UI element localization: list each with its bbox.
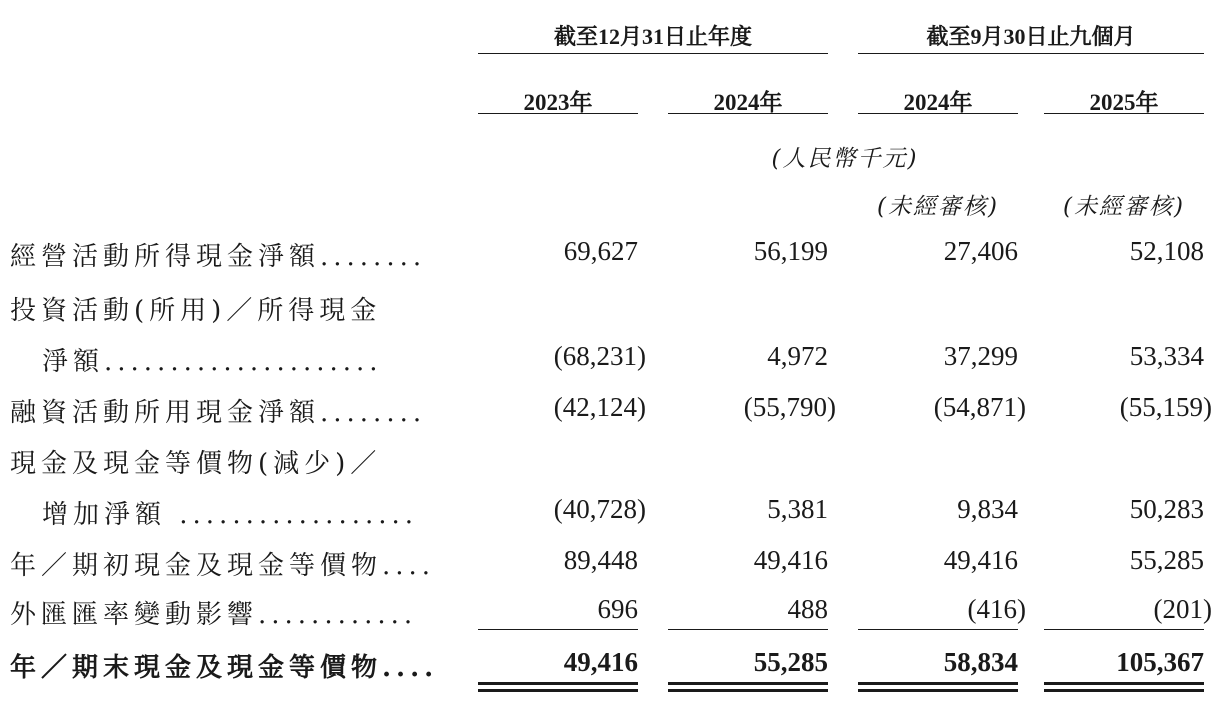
- row-label-investing-line1: 投資活動(所用)／所得現金: [10, 296, 382, 326]
- group-header-annual: 截至12月31日止年度: [553, 24, 752, 49]
- cell-financing-2023: (42,124): [553, 392, 646, 422]
- cell-financing-2025-9m: (55,159): [1119, 392, 1212, 422]
- total-double-rule: [668, 682, 828, 692]
- subtotal-rule: [858, 629, 1018, 630]
- cell-closing-2024: 55,285: [753, 647, 828, 677]
- total-double-rule: [478, 682, 638, 692]
- cell-net-change-2024-9m: 9,834: [957, 494, 1018, 524]
- year-header-2025: 2025年: [1089, 90, 1159, 115]
- total-double-rule: [858, 682, 1018, 692]
- currency-unit: (人民幣千元): [771, 146, 919, 172]
- year-underline: [478, 113, 638, 114]
- row-label-net-change-line1: 現金及現金等價物(減少)／: [10, 449, 382, 479]
- row-label-closing-cash: 年／期末現金及現金等價物....: [10, 653, 439, 683]
- cell-fx-2025-9m: (201): [1153, 594, 1212, 624]
- row-label-net-change-line2: 增加淨額 ..................: [42, 500, 419, 530]
- cell-financing-2024: (55,790): [743, 392, 836, 422]
- cell-opening-2024-9m: 49,416: [943, 545, 1018, 575]
- cell-financing-2024-9m: (54,871): [933, 392, 1026, 422]
- group-underline-nine-months: [858, 53, 1204, 54]
- cell-fx-2023: 696: [597, 594, 638, 624]
- year-underline: [668, 113, 828, 114]
- subtotal-rule: [668, 629, 828, 630]
- cell-investing-2025-9m: 53,334: [1129, 341, 1204, 371]
- cell-investing-2024-9m: 37,299: [943, 341, 1018, 371]
- cell-fx-2024-9m: (416): [967, 594, 1026, 624]
- cell-opening-2023: 89,448: [563, 545, 638, 575]
- year-header-2024-annual: 2024年: [713, 90, 783, 115]
- cell-operating-2024: 56,199: [753, 236, 828, 266]
- cell-investing-2024: 4,972: [767, 341, 828, 371]
- cell-closing-2023: 49,416: [563, 647, 638, 677]
- cell-operating-2024-9m: 27,406: [943, 236, 1018, 266]
- year-header-2024-nine-months: 2024年: [903, 90, 973, 115]
- row-label-financing: 融資活動所用現金淨額........: [10, 398, 427, 428]
- cell-operating-2025-9m: 52,108: [1129, 236, 1204, 266]
- year-underline: [1044, 113, 1204, 114]
- unaudited-note-2024: (未經審核): [877, 194, 999, 220]
- group-header-nine-months: 截至9月30日止九個月: [926, 24, 1136, 49]
- unaudited-note-2025: (未經審核): [1063, 194, 1185, 220]
- total-double-rule: [1044, 682, 1204, 692]
- cell-investing-2023: (68,231): [553, 341, 646, 371]
- cell-opening-2024: 49,416: [753, 545, 828, 575]
- row-label-fx-effect: 外匯匯率變動影響............: [10, 600, 418, 630]
- cell-closing-2024-9m: 58,834: [943, 647, 1018, 677]
- cell-closing-2025-9m: 105,367: [1116, 647, 1204, 677]
- cell-net-change-2023: (40,728): [553, 494, 646, 524]
- row-label-operating: 經營活動所得現金淨額........: [10, 242, 427, 272]
- year-underline: [858, 113, 1018, 114]
- subtotal-rule: [478, 629, 638, 630]
- subtotal-rule: [1044, 629, 1204, 630]
- cell-opening-2025-9m: 55,285: [1129, 545, 1204, 575]
- row-label-opening-cash: 年／期初現金及現金等價物....: [10, 551, 436, 581]
- cell-net-change-2024: 5,381: [767, 494, 828, 524]
- group-underline-annual: [478, 53, 828, 54]
- year-header-2023: 2023年: [523, 90, 593, 115]
- cell-net-change-2025-9m: 50,283: [1129, 494, 1204, 524]
- cell-fx-2024: 488: [787, 594, 828, 624]
- cell-operating-2023: 69,627: [563, 236, 638, 266]
- row-label-investing-line2: 淨額.....................: [42, 347, 383, 377]
